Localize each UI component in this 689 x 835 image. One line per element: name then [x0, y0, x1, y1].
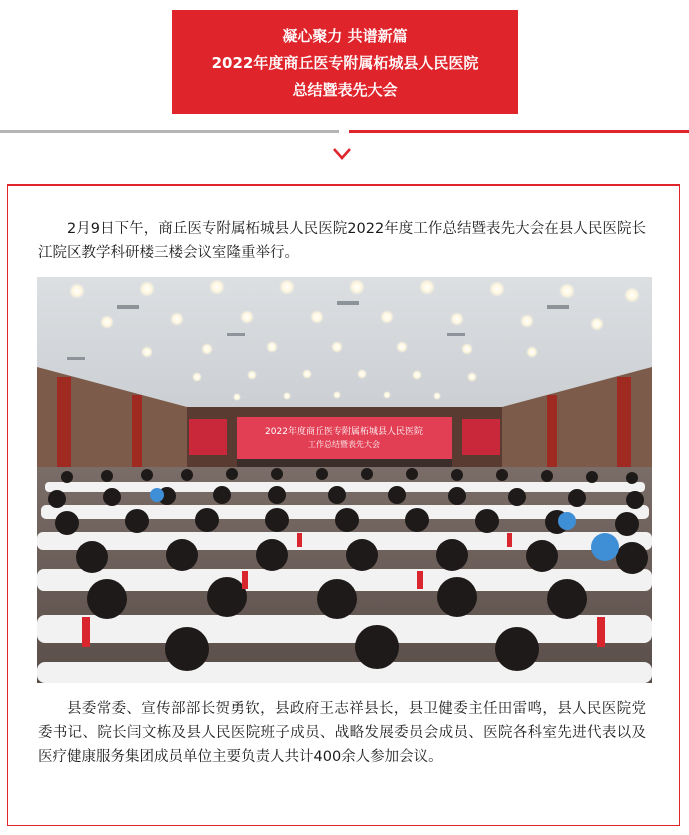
- header-banner: [172, 10, 518, 114]
- header-line-2: 2022年度商丘医专附属柘城县人民医院: [211, 54, 479, 72]
- attendees-paragraph: 县委常委、宣传部部长贺勇钦，县政府王志祥县长，县卫健委主任田雷鸣，县人民医院党委书记、院长闫文栋及县人民医院班子成员、战略发展委员会成员、医院各科室先进代表以及医疗健康服务集团成员单位主要负责人共计400余人参加会议。: [38, 701, 646, 765]
- header-line-3: 总结暨表先大会: [292, 81, 398, 99]
- stage-screen-line-1: 2022年度商丘医专附属柘城县人民医院: [265, 427, 423, 437]
- chevron-down-icon: [332, 147, 352, 161]
- conference-photo: [37, 277, 652, 683]
- intro-paragraph: 2月9日下午，商丘医专附属柘城县人民医院2022年度工作总结暨表先大会在县人民医院长江院区教学科研楼三楼会议室隆重举行。: [38, 221, 646, 261]
- divider-gray: [0, 130, 339, 133]
- stage-screen-line-2: 工作总结暨表先大会: [308, 440, 380, 449]
- divider-red: [349, 130, 689, 133]
- header-line-1: 凝心聚力 共谱新篇: [282, 27, 408, 45]
